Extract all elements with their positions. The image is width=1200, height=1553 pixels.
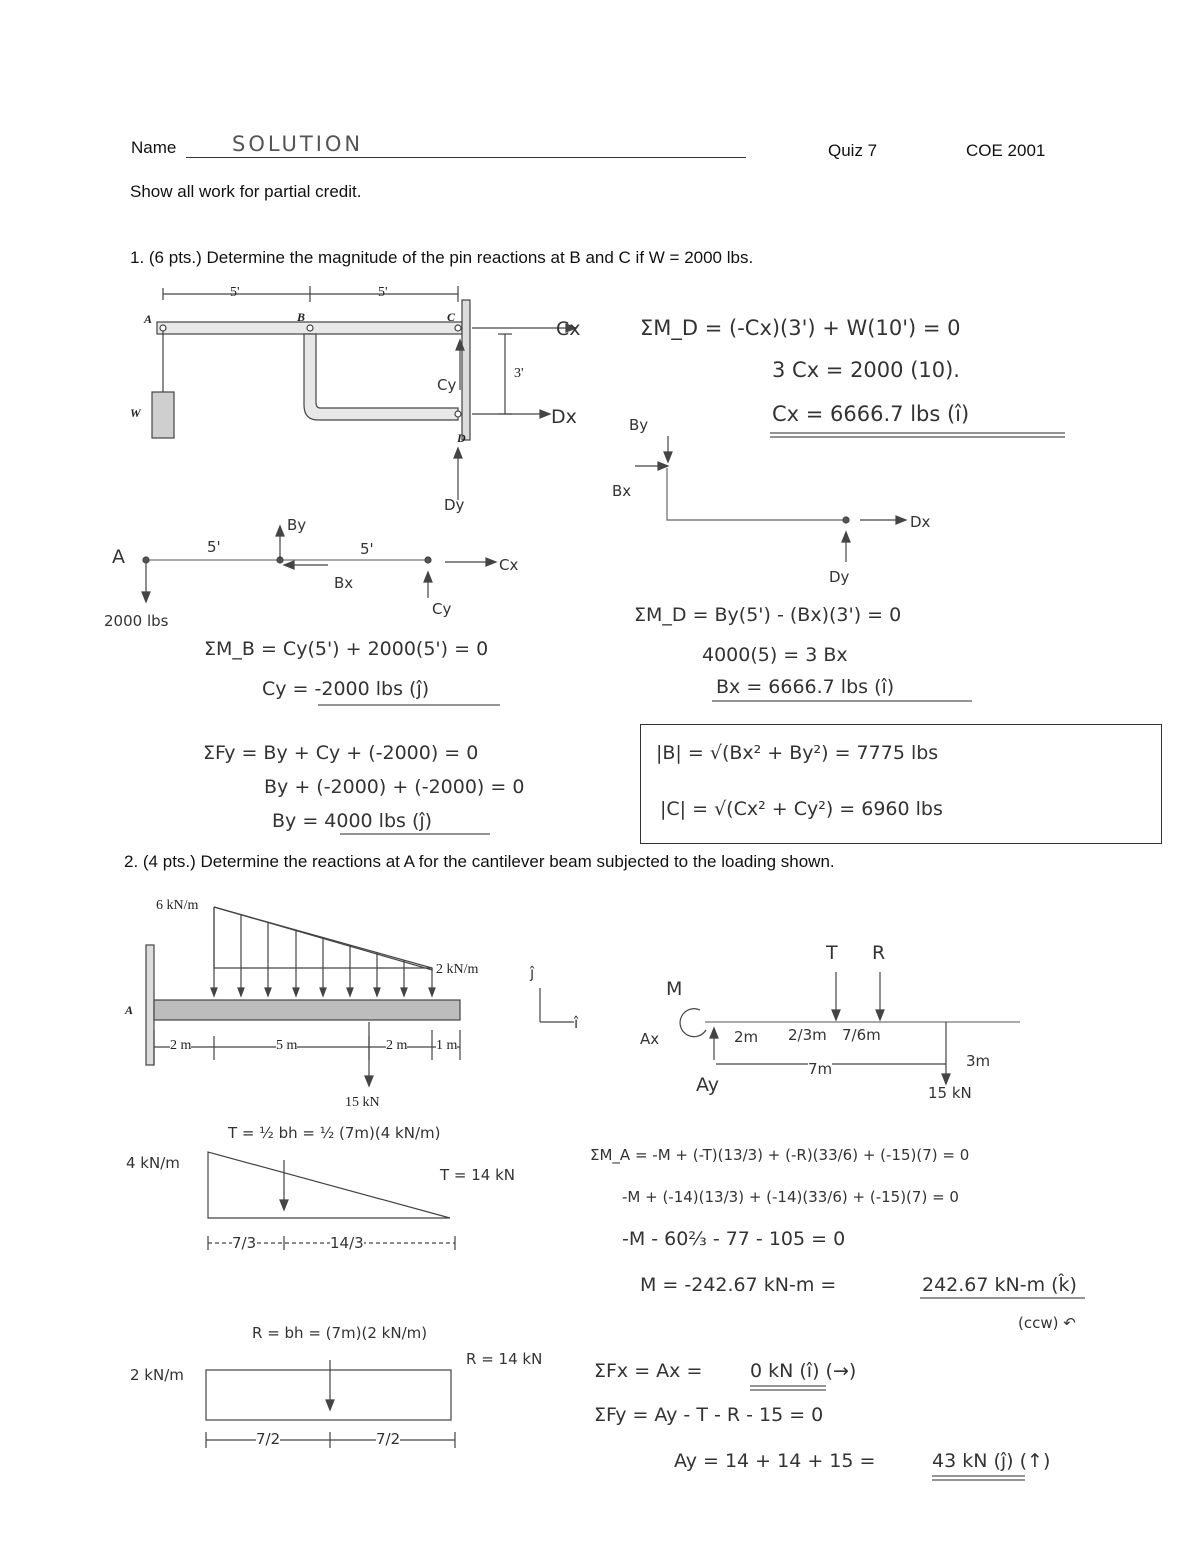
instructions: Show all work for partial credit. bbox=[130, 182, 362, 201]
p2-eq-m1: ΣM_A = -M + (-T)(13/3) + (-R)(33/6) + (-15)(7) = 0 bbox=[590, 1146, 970, 1164]
rect-d1: 7/2 bbox=[256, 1430, 281, 1448]
p2-point-load: 15 kN bbox=[345, 1095, 380, 1110]
axis-j: ĵ bbox=[530, 964, 535, 982]
p1-eq-fy2: By + (-2000) + (-2000) = 0 bbox=[264, 776, 525, 798]
rect-h: 2 kN/m bbox=[130, 1366, 184, 1384]
fbd-bracket-Bx: Bx bbox=[612, 482, 632, 500]
dim-right-label: 5' bbox=[378, 285, 388, 300]
problem1-statement: 1. (6 pts.) Determine the magnitude of the pin reactions at B and C if W = 2000 lbs. bbox=[130, 248, 754, 267]
rect-load bbox=[206, 1370, 451, 1420]
p2-dim-1m: 1 m bbox=[436, 1038, 458, 1053]
p1-eq-mD6: Bx = 6666.7 lbs (î) bbox=[716, 676, 895, 698]
dim-left-label: 5' bbox=[230, 285, 240, 300]
tri-eq: T = ½ bh = ½ (7m)(4 kN/m) bbox=[228, 1124, 441, 1142]
label-D: D bbox=[457, 431, 466, 445]
p1-eq-mB2: Cy = -2000 lbs (ĵ) bbox=[262, 678, 430, 700]
label-C: C bbox=[447, 310, 456, 324]
p2-fbd-s1: 2m bbox=[734, 1028, 759, 1046]
axis-i: î bbox=[574, 1014, 579, 1032]
fbd-beam-By: By bbox=[287, 516, 307, 534]
fbd-beam-Cy: Cy bbox=[432, 600, 452, 618]
p2-fbd-M: M bbox=[666, 978, 683, 1000]
p2-eq-fy2a: Ay = 14 + 14 + 15 = bbox=[674, 1450, 876, 1472]
p2-fbd-s5: 3m bbox=[966, 1052, 991, 1070]
label-W: W bbox=[130, 406, 141, 420]
tri-res: T = 14 kN bbox=[440, 1166, 516, 1184]
p2-fbd-Ay: Ay bbox=[696, 1074, 719, 1096]
p1-eq-mD5: 4000(5) = 3 Bx bbox=[702, 644, 848, 666]
load-w2: 2 kN/m bbox=[436, 962, 479, 977]
p2-eq-fx-b: 0 kN (î) (→) bbox=[750, 1360, 857, 1382]
p2-fbd-s2: 2/3m bbox=[788, 1026, 827, 1044]
label-Dx: Dx bbox=[551, 406, 577, 428]
p1-result-C: |C| = √(Cx² + Cy²) = 6960 lbs bbox=[660, 798, 943, 820]
label-Cx: Cx bbox=[556, 318, 581, 340]
dim-vert-label: 3' bbox=[514, 366, 524, 381]
p2-eq-m2: -M + (-14)(13/3) + (-14)(33/6) + (-15)(7) = 0 bbox=[622, 1188, 959, 1206]
p2-eq-m3: -M - 60⅔ - 77 - 105 = 0 bbox=[622, 1228, 846, 1250]
name-label: Name bbox=[131, 138, 177, 157]
quiz-label: Quiz 7 bbox=[828, 141, 878, 160]
p1-eq-mD1: ΣM_D = (-Cx)(3') + W(10') = 0 bbox=[640, 316, 961, 340]
p1-eq-fy1: ΣFy = By + Cy + (-2000) = 0 bbox=[203, 742, 479, 764]
p1-eq-mD2: 3 Cx = 2000 (10). bbox=[772, 358, 960, 382]
fbd-beam-load: 2000 lbs bbox=[104, 612, 169, 630]
p2-eq-m4a: M = -242.67 kN-m = bbox=[640, 1274, 837, 1296]
p2-fbd-R: R bbox=[872, 942, 886, 964]
problem2-statement: 2. (4 pts.) Determine the reactions at A for the cantilever beam subjected to the loading shown. bbox=[124, 852, 835, 871]
triangle-load bbox=[208, 1152, 450, 1218]
p2-fbd-P: 15 kN bbox=[928, 1084, 972, 1102]
tri-h: 4 kN/m bbox=[126, 1154, 180, 1172]
p1-eq-mD4: ΣM_D = By(5') - (Bx)(3') = 0 bbox=[634, 604, 902, 626]
label-Dy: Dy bbox=[444, 496, 465, 514]
p1-result-B: |B| = √(Bx² + By²) = 7775 lbs bbox=[656, 742, 939, 764]
label-B: B bbox=[297, 310, 306, 324]
fbd-bracket-By: By bbox=[629, 416, 649, 434]
cantilever-beam bbox=[154, 1000, 460, 1020]
p2-eq-m4b: 242.67 kN-m (k̂) bbox=[922, 1274, 1077, 1296]
tri-d1: 7/3 bbox=[232, 1234, 257, 1252]
rect-d2: 7/2 bbox=[376, 1430, 401, 1448]
fbd-beam-d1: 5' bbox=[207, 538, 221, 556]
moment-arc bbox=[680, 1009, 706, 1037]
rect-eq: R = bh = (7m)(2 kN/m) bbox=[252, 1324, 428, 1342]
fbd-bracket-Dx: Dx bbox=[910, 513, 931, 531]
fbd-beam-Cx: Cx bbox=[499, 556, 519, 574]
p2-dim-2m-a: 2 m bbox=[170, 1038, 192, 1053]
p2-fbd-Ax: Ax bbox=[640, 1030, 660, 1048]
p2-fbd-s4: 7m bbox=[808, 1060, 833, 1078]
fbd-beam-A: A bbox=[112, 546, 125, 568]
p1-eq-mB1: ΣM_B = Cy(5') + 2000(5') = 0 bbox=[204, 638, 489, 660]
p2-eq-fx-a: ΣFx = Ax = bbox=[594, 1360, 703, 1382]
p2-eq-m5: (ccw) ↶ bbox=[1018, 1314, 1076, 1332]
p1-eq-fy3: By = 4000 lbs (ĵ) bbox=[272, 810, 433, 832]
p2-eq-fy1: ΣFy = Ay - T - R - 15 = 0 bbox=[594, 1404, 824, 1426]
name-value: SOLUTION bbox=[232, 132, 364, 156]
p1-eq-mD3: Cx = 6666.7 lbs (î) bbox=[772, 402, 970, 426]
p2-fbd-s3: 7/6m bbox=[842, 1026, 881, 1044]
rect-res: R = 14 kN bbox=[466, 1350, 543, 1368]
fbd-beam-Bx: Bx bbox=[334, 574, 354, 592]
fbd-bracket-Dy: Dy bbox=[829, 568, 850, 586]
label-Cy: Cy bbox=[437, 376, 457, 394]
p2-dim-2m-b: 2 m bbox=[386, 1038, 408, 1053]
label-A: A bbox=[144, 312, 153, 326]
p2-eq-fy2b: 43 kN (ĵ) (↑) bbox=[932, 1450, 1051, 1472]
p2-label-A: A bbox=[125, 1003, 134, 1017]
distributed-load-arrows bbox=[211, 907, 435, 996]
tri-d2: 14/3 bbox=[330, 1234, 364, 1252]
fbd-beam-d2: 5' bbox=[360, 540, 374, 558]
course-label: COE 2001 bbox=[966, 141, 1046, 160]
load-w1: 6 kN/m bbox=[156, 898, 199, 913]
p2-fbd-T: T bbox=[826, 942, 838, 964]
p2-dim-5m: 5 m bbox=[276, 1038, 298, 1053]
